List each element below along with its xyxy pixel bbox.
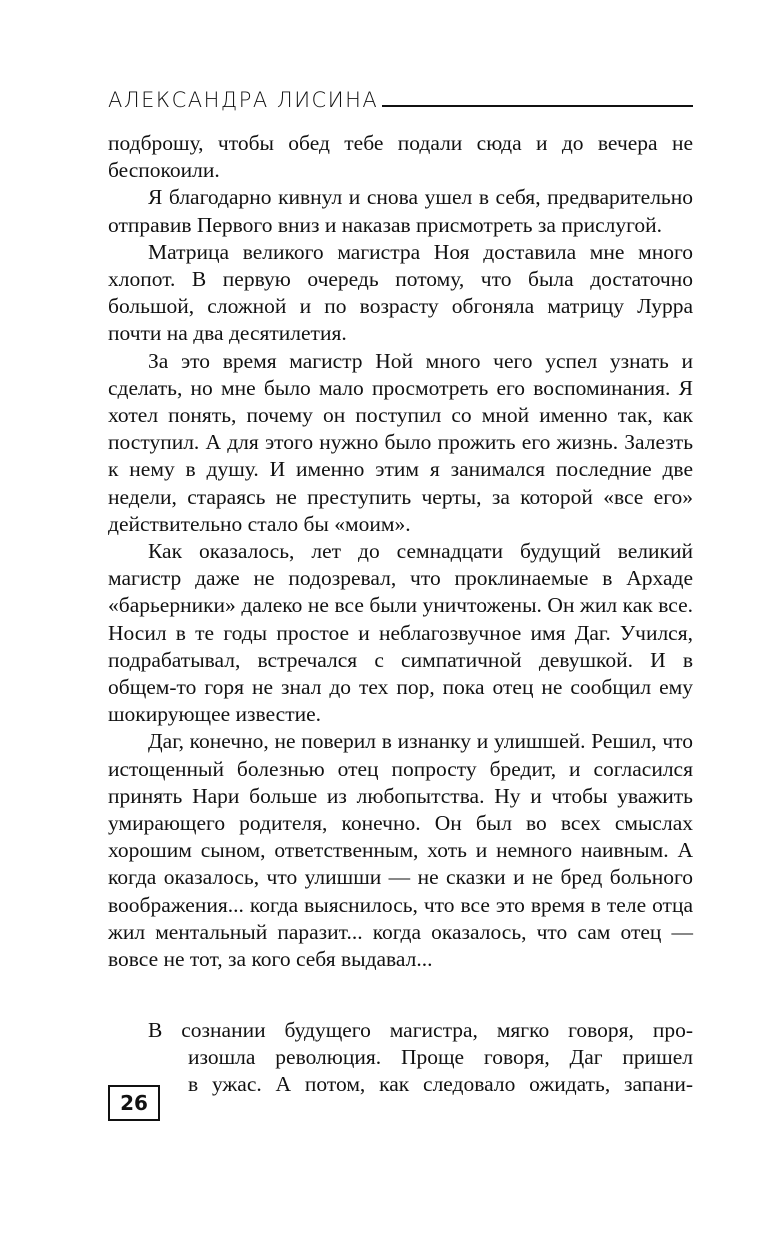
paragraph-7: [108, 1017, 693, 1099]
paragraph-5: Как оказалось, лет до семнадцати будущий великий магистр даже не подозревал, что проклинаемые в Архаде «барьерники» далеко не все были уничтожены. Он жил как все. Носил в те годы простое и неблагозвучное имя Даг. Учился, подрабатывал, встречался с симпатичной девушкой. И в общем-то горя не знал до тех пор, пока отец не сообщил ему шокирующее известие.: [108, 539, 693, 727]
paragraph-3: Матрица великого магистра Ноя доставила мне много хлопот. В первую очередь потому, что была достаточно большой, сложной и по возрасту обгоняла матрицу Лурра почти на два десятилетия.: [108, 239, 693, 346]
page-number: 26: [108, 1085, 160, 1121]
header-rule: [382, 105, 693, 107]
header-author: АЛЕКСАНДРА ЛИСИНА: [108, 88, 379, 112]
running-header: [108, 82, 693, 112]
paragraph-7-line-1: В сознании будущего магистра, мягко говоря, про-: [148, 1018, 693, 1042]
body-text: [108, 130, 693, 973]
paragraph-7-line-3: в ужас. А потом, как следовало ожидать, запани-: [188, 1072, 693, 1097]
paragraph-4: За это время магистр Ной много чего успел узнать и сделать, но мне было мало просмотреть его воспоминания. Я хотел понять, почему он поступил со мной именно так, как поступил. А для этого нужно было прожить его жизнь. Залезть к нему в душу. И именно этим я занимался последние две недели, стараясь не преступить черты, за которой «все его» действительно стало бы «моим».: [108, 348, 693, 536]
paragraph-6: Даг, конечно, не поверил в изнанку и улишшей. Решил, что истощенный болезнью отец попросту бредит, и согласился принять Нари больше из любопытства. Ну и чтобы уважить умирающего родителя, конечно. Он был во всех смыслах хорошим сыном, ответственным, хоть и немного наивным. А когда оказалось, что улишши — не сказки и не бред больного воображения... когда выяснилось, что все это время в теле отца жил ментальный паразит... когда оказалось, что сам отец — вовсе не тот, за кого себя выдавал...: [108, 729, 693, 972]
paragraph-2: Я благодарно кивнул и снова ушел в себя, предварительно отправив Первого вниз и наказав присмотреть за прислугой.: [108, 185, 693, 237]
paragraph-7-line-2: изошла революция. Проще говоря, Даг пришел: [188, 1045, 693, 1070]
paragraph-1: подброшу, чтобы обед тебе подали сюда и до вечера не беспокоили.: [108, 131, 693, 183]
